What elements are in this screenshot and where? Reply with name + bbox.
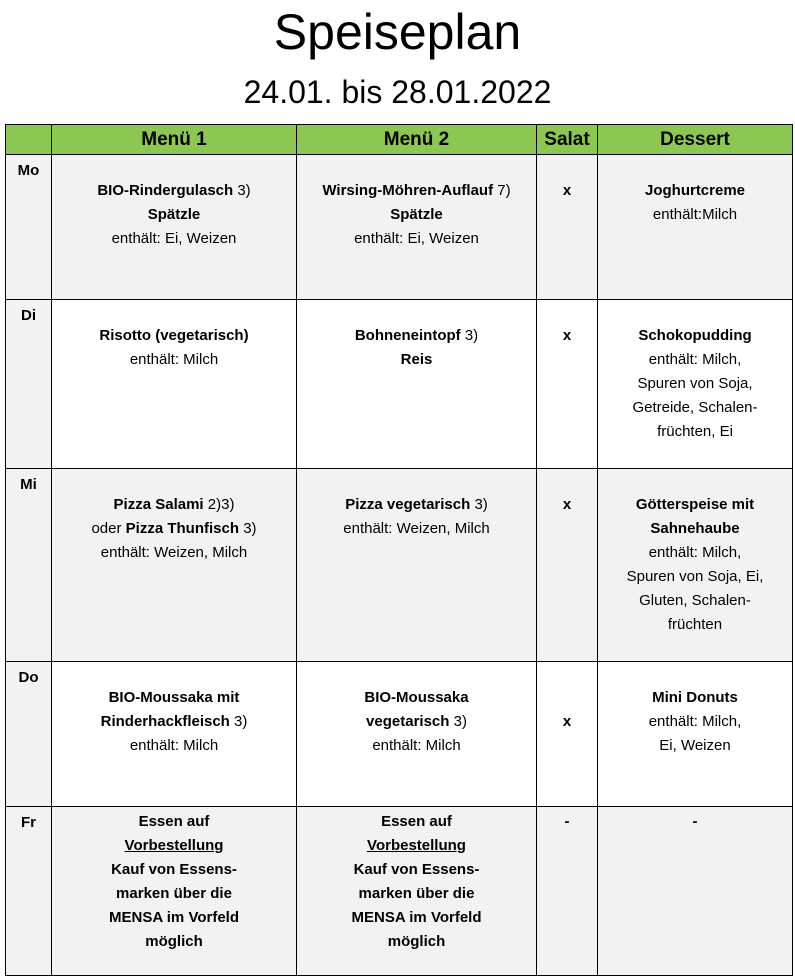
dish-name: BIO-Rindergulasch (97, 182, 234, 199)
notice-line: Kauf von Essens- (111, 861, 237, 878)
date-range: 24.01. bis 28.01.2022 (243, 74, 552, 110)
additive-ref: 3) (243, 520, 257, 537)
allergens: enthält: Milch (372, 737, 461, 754)
side-dish: Spätzle (147, 206, 201, 223)
dish-name: Risotto (vegetarisch) (99, 327, 249, 344)
salat-cell (537, 662, 598, 807)
salat-cell (537, 807, 598, 976)
day-label: Di (6, 300, 52, 469)
dessert-cell (598, 469, 793, 662)
dessert-cell (598, 155, 793, 300)
row-thursday (6, 662, 793, 807)
header-menu1: Menü 1 (52, 125, 297, 155)
allergens: enthält:Milch (652, 206, 738, 223)
row-friday (6, 807, 793, 976)
dish-name: BIO-Moussaka (364, 689, 469, 706)
dish-name: Pizza Salami (113, 496, 204, 513)
menu2-cell (297, 469, 537, 662)
additive-ref: 3) (237, 182, 251, 199)
notice-line: MENSA im Vorfeld (351, 909, 482, 926)
additive-ref: 3) (453, 713, 467, 730)
dessert-cell (598, 807, 793, 976)
dish-name: Bohneneintopf (354, 327, 461, 344)
notice-line: Essen auf (381, 813, 452, 830)
menu2-cell (297, 807, 537, 976)
row-wednesday (6, 469, 793, 662)
dessert-name: Götterspeise mit (635, 496, 755, 513)
allergens: enthält: Milch (129, 737, 219, 754)
menu1-cell (52, 662, 297, 807)
allergens-line: Gluten, Schalen- (639, 592, 751, 609)
menu1-cell (52, 300, 297, 469)
allergens-line: Spuren von Soja, (637, 375, 753, 392)
menu2-cell (297, 300, 537, 469)
salat-mark: - (564, 813, 570, 830)
alt-prefix: oder (91, 520, 122, 537)
page-title: Speiseplan (273, 4, 522, 60)
allergens-line: enthält: Milch, (648, 713, 742, 730)
side-dish: Spätzle (390, 206, 443, 223)
side-dish: Reis (400, 351, 433, 368)
additive-ref: 3) (474, 496, 488, 513)
notice-line: Kauf von Essens- (353, 861, 480, 878)
salat-mark: x (562, 182, 572, 199)
header-menu2: Menü 2 (297, 125, 537, 155)
salat-cell (537, 469, 598, 662)
additive-ref: 2)3) (207, 496, 235, 513)
allergens-line: Getreide, Schalen- (632, 399, 758, 416)
dish-name: Rinderhackfleisch (100, 713, 230, 730)
allergens-line: früchten (667, 616, 723, 633)
salat-mark: x (562, 496, 572, 513)
allergens: enthält: Weizen, Milch (100, 544, 248, 561)
dessert-name: Sahnehaube (650, 520, 740, 537)
dessert-name: Mini Donuts (652, 689, 738, 706)
salat-cell (537, 155, 598, 300)
day-label: Fr (6, 807, 52, 976)
additive-ref: 7) (497, 182, 511, 199)
allergens: enthält: Milch (129, 351, 219, 368)
dish-name: vegetarisch (366, 713, 450, 730)
dish-name: BIO-Moussaka mit (108, 689, 240, 706)
additive-ref: 3) (234, 713, 248, 730)
notice-line: möglich (145, 933, 203, 950)
salat-mark: x (562, 713, 572, 730)
menu1-cell (52, 155, 297, 300)
dish-name: Pizza vegetarisch (345, 496, 471, 513)
row-monday (6, 155, 793, 300)
day-label: Do (6, 662, 52, 807)
header-salat: Salat (537, 125, 598, 155)
menu2-cell (297, 155, 537, 300)
menu1-cell (52, 469, 297, 662)
header-row (6, 125, 793, 155)
dessert-name: Joghurtcreme (644, 182, 746, 199)
allergens-line: früchten, Ei (657, 423, 733, 440)
alt-dish-name: Pizza Thunfisch (125, 520, 240, 537)
notice-line: Vorbestellung (367, 837, 466, 854)
notice-line: Essen auf (138, 813, 210, 830)
dessert-name: Schokopudding (638, 327, 752, 344)
notice-line: marken über die (358, 885, 475, 902)
allergens-line: Ei, Weizen (659, 737, 731, 754)
allergens-line: enthält: Milch, (648, 544, 742, 561)
day-label: Mi (6, 469, 52, 662)
day-label: Mo (6, 155, 52, 300)
salat-mark: x (562, 327, 572, 344)
menu1-cell (52, 807, 297, 976)
menu-table (5, 124, 793, 976)
dessert-mark: - (692, 813, 698, 830)
row-tuesday (6, 300, 793, 469)
allergens-line: Spuren von Soja, Ei, (626, 568, 764, 585)
allergens-line: enthält: Milch, (648, 351, 742, 368)
additive-ref: 3) (464, 327, 479, 344)
notice-line: Vorbestellung (124, 837, 224, 854)
allergens: enthält: Weizen, Milch (343, 520, 490, 537)
dessert-cell (598, 300, 793, 469)
allergens: enthält: Ei, Weizen (111, 230, 237, 247)
header-dessert: Dessert (598, 125, 793, 155)
notice-line: möglich (387, 933, 446, 950)
salat-cell (537, 300, 598, 469)
menu2-cell (297, 662, 537, 807)
notice-line: MENSA im Vorfeld (108, 909, 239, 926)
header-day (6, 125, 52, 155)
dessert-cell (598, 662, 793, 807)
allergens: enthält: Ei, Weizen (354, 230, 479, 247)
dish-name: Wirsing-Möhren-Auflauf (322, 182, 494, 199)
notice-line: marken über die (116, 885, 232, 902)
